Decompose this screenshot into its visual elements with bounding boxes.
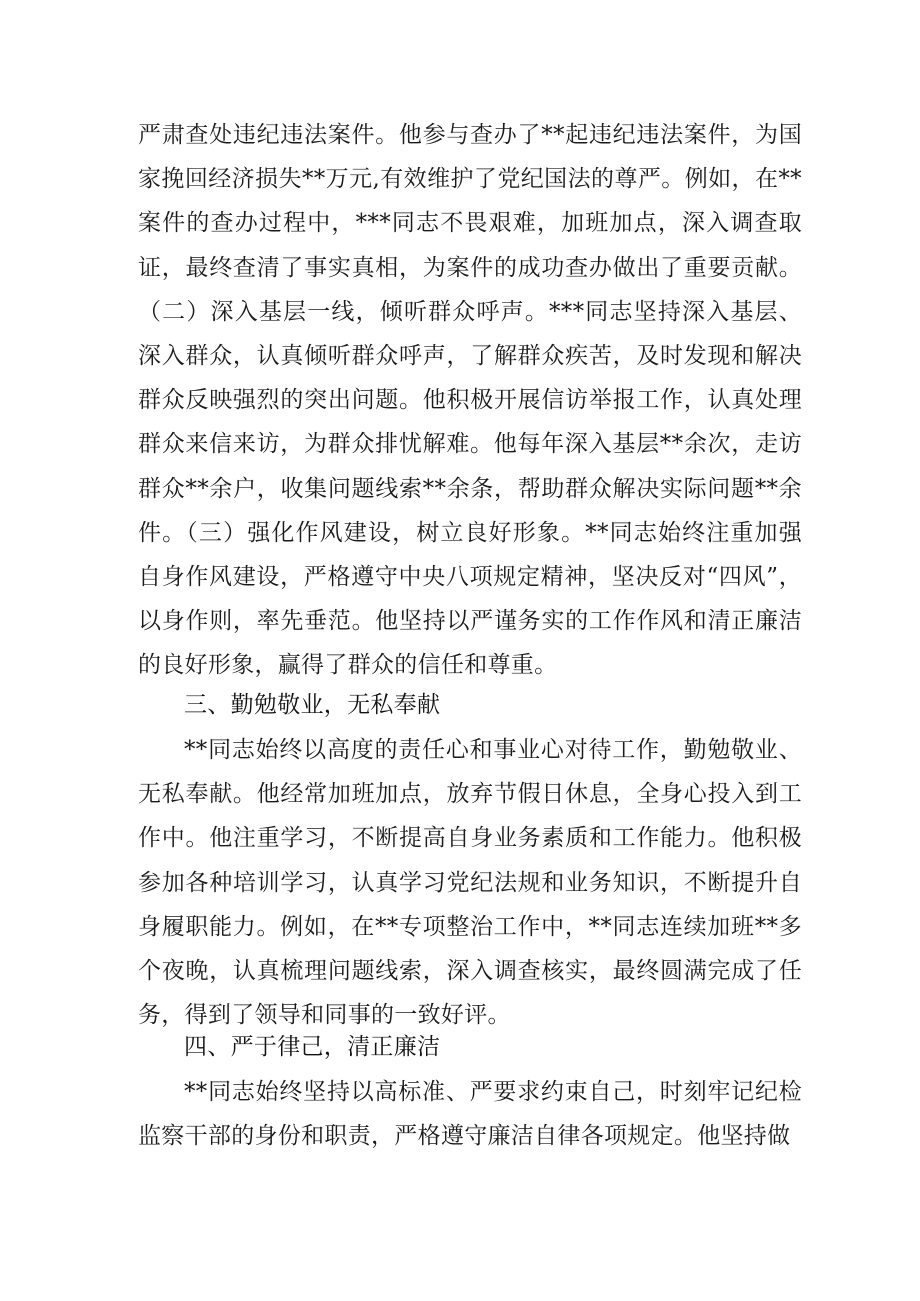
section-heading-3: 三、勤勉敬业，无私奉献 — [184, 692, 441, 718]
body-paragraph-3: **同志始终坚持以高标准、严要求约束自己，时刻牢记纪检监察干部的身份和职责，严格遵守廉洁自律各项规定。他坚持做 — [138, 1079, 802, 1150]
body-paragraph-1: 严肃查处违纪违法案件。他参与查办了**起违纪违法案件，为国家挽回经济损失**万元,有效维护了党纪国法的尊严。例如，在**案件的查办过程中，***同志不畏艰难，加班加点，深入调查取证，最终查清了事实真相，为案件的成功查办做出了重要贡献。（二）深入基层一线，倾听群众呼声。***同志坚持深入基层、深入群众，认真倾听群众呼声，了解群众疾苦，及时发现和解决群众反映强烈的突出问题。他积极开展信访举报工作，认真处理群众来信来访，为群众排忧解难。他每年深入基层**余次，走访群众**余户，收集问题线索**余条，帮助群众解决实际问题**余件。（三）强化作风建设，树立良好形象。**同志始终注重加强自身作风建设，严格遵守中央八项规定精神，坚决反对“四风”，以身作则，率先垂范。他坚持以严谨务实的工作作风和清正廉洁的良好形象，赢得了群众的信任和尊重。 — [138, 122, 802, 679]
body-paragraph-2: **同志始终以高度的责任心和事业心对待工作，勤勉敬业、无私奉献。他经常加班加点，放弃节假日休息，全身心投入到工作中。他注重学习，不断提高自身业务素质和工作能力。他积极参加各种培训学习，认真学习党纪法规和业务知识，不断提升自身履职能力。例如，在**专项整治工作中，**同志连续加班**多个夜晚，认真梳理问题线索，深入调查核实，最终圆满完成了任务，得到了领导和同事的一致好评。 — [138, 737, 802, 1029]
section-heading-4: 四、严于律己，清正廉洁 — [184, 1034, 441, 1060]
